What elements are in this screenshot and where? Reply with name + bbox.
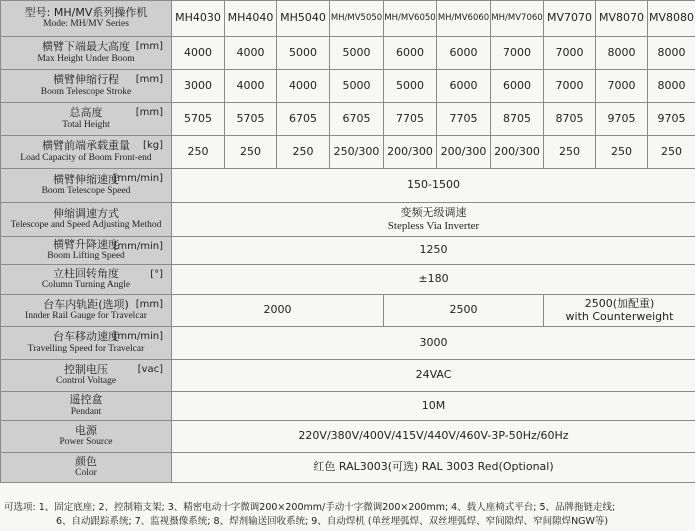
value-cell: 7000 — [544, 70, 596, 103]
value-cell: 9705 — [648, 103, 695, 136]
value-cell: 变频无级调速 Stepless Via Inverter — [172, 203, 695, 237]
model-cell: MH4030 — [172, 1, 225, 37]
value-cell: 3000 — [172, 327, 695, 360]
row-label: 控制电压 Control Voltage [vac] — [1, 360, 172, 392]
row-label: 横臂伸缩速度 Boom Telescope Speed [mm/min] — [1, 169, 172, 203]
value-cell: 5000 — [330, 70, 384, 103]
row-label: 电源 Power Source — [1, 421, 172, 453]
value-cell: 5000 — [277, 37, 330, 70]
value-cell: 7000 — [596, 70, 648, 103]
value-cell: 6000 — [491, 70, 544, 103]
row-lifting-speed — [1, 237, 695, 265]
value-cell: 4000 — [225, 70, 277, 103]
value-cell: 200/300 — [437, 136, 491, 169]
value-cell: 7000 — [544, 37, 596, 70]
value-cell: 2500 — [384, 295, 544, 327]
value-cell: 2000 — [172, 295, 384, 327]
value-cell: 8000 — [648, 70, 695, 103]
value-cell: 24VAC — [172, 360, 695, 392]
value-cell: 6000 — [384, 37, 437, 70]
value-cell: ±180 — [172, 265, 695, 295]
value-cell: 5000 — [384, 70, 437, 103]
model-cell: MH5040 — [277, 1, 330, 37]
row-label: 横臂升降速度 Boom Lifting Speed [mm/min] — [1, 237, 172, 265]
value-cell: 200/300 — [491, 136, 544, 169]
row-label: 台车移动速度 Travelling Speed for Travelcar [mm/min] — [1, 327, 172, 360]
value-cell: 6705 — [277, 103, 330, 136]
model-cell: MH/MV6050 — [384, 1, 437, 37]
value-cell: 250/300 — [330, 136, 384, 169]
row-stroke — [1, 70, 695, 103]
value-cell: 10M — [172, 392, 695, 421]
footnote-line: 6、自动跟踪系统; 7、监视摄像系统; 8、焊剂输送回收系统; 9、自动焊机 (单丝埋弧焊、双丝埋弧焊、窄间隙焊、窄间隙焊NGW等) — [56, 516, 609, 527]
row-max-height — [1, 37, 695, 70]
value-cell: 200/300 — [384, 136, 437, 169]
model-label: 型号: MH/MV系列操作机 Mode: MH/MV Series — [1, 1, 172, 37]
row-label: 伸缩调速方式 Telescope and Speed Adjusting Method — [1, 203, 172, 237]
value-cell: 4000 — [277, 70, 330, 103]
row-label: 横臂下端最大高度 Max Height Under Boom [mm] — [1, 37, 172, 70]
value-cell: 150-1500 — [172, 169, 695, 203]
value-cell: 220V/380V/400V/415V/440V/460V-3P-50Hz/60Hz — [172, 421, 695, 453]
value-cell: 7705 — [437, 103, 491, 136]
footnote-line: 可选项: 1、固定底座; 2、控制箱支架; 3、精密电动十字微调200×200mm/手动十字微调200×200mm; 4、载人座椅式平台; 5、品牌拖链走线; — [4, 502, 616, 513]
value-cell: 9705 — [596, 103, 648, 136]
row-total-height — [1, 103, 695, 136]
value-cell: 6000 — [437, 37, 491, 70]
value-cell: 250 — [544, 136, 596, 169]
value-cell: 250 — [172, 136, 225, 169]
value-cell: 8705 — [491, 103, 544, 136]
model-cell: MH/MV6060 — [437, 1, 491, 37]
row-label: 台车内轨距(选项) Innder Rail Gauge for Travelcar [mm] — [1, 295, 172, 327]
row-color — [1, 453, 695, 483]
model-cell: MH/MV7060 — [491, 1, 544, 37]
row-rail-gauge — [1, 295, 695, 327]
value-cell: 5000 — [330, 37, 384, 70]
row-label: 遥控盒 Pendant — [1, 392, 172, 421]
row-power — [1, 421, 695, 453]
value-cell: 8000 — [596, 37, 648, 70]
row-label: 颜色 Color — [1, 453, 172, 483]
value-cell: 5705 — [225, 103, 277, 136]
model-cell: MV8080 — [648, 1, 695, 37]
row-speed-method — [1, 203, 695, 237]
value-cell: 8000 — [648, 37, 695, 70]
value-cell: 7705 — [384, 103, 437, 136]
value-cell: 2500(加配重) with Counterweight — [544, 295, 695, 327]
model-cell: MV7070 — [544, 1, 596, 37]
value-cell: 1250 — [172, 237, 695, 265]
value-cell: 250 — [596, 136, 648, 169]
row-pendant — [1, 392, 695, 421]
row-turning-angle — [1, 265, 695, 295]
model-cell: MV8070 — [596, 1, 648, 37]
value-cell: 8705 — [544, 103, 596, 136]
row-telescope-speed — [1, 169, 695, 203]
row-label: 横臂伸缩行程 Boom Telescope Stroke [mm] — [1, 70, 172, 103]
value-cell: 红色 RAL3003(可选) RAL 3003 Red(Optional) — [172, 453, 695, 483]
value-cell: 250 — [648, 136, 695, 169]
value-cell: 3000 — [172, 70, 225, 103]
row-label: 总高度 Total Height [mm] — [1, 103, 172, 136]
row-control-voltage — [1, 360, 695, 392]
model-cell: MH/MV5050 — [330, 1, 384, 37]
value-cell: 6705 — [330, 103, 384, 136]
row-load — [1, 136, 695, 169]
row-travel-speed — [1, 327, 695, 360]
value-cell: 4000 — [225, 37, 277, 70]
header-row — [1, 1, 695, 37]
value-cell: 250 — [277, 136, 330, 169]
value-cell: 6000 — [437, 70, 491, 103]
options-footnote — [4, 501, 694, 529]
row-label: 立柱回转角度 Column Turning Angle [°] — [1, 265, 172, 295]
value-cell: 250 — [225, 136, 277, 169]
value-cell: 5705 — [172, 103, 225, 136]
value-cell: 7000 — [491, 37, 544, 70]
model-cell: MH4040 — [225, 1, 277, 37]
value-cell: 4000 — [172, 37, 225, 70]
row-label: 横臂前端承载重量 Load Capacity of Boom Front-end [kg] — [1, 136, 172, 169]
